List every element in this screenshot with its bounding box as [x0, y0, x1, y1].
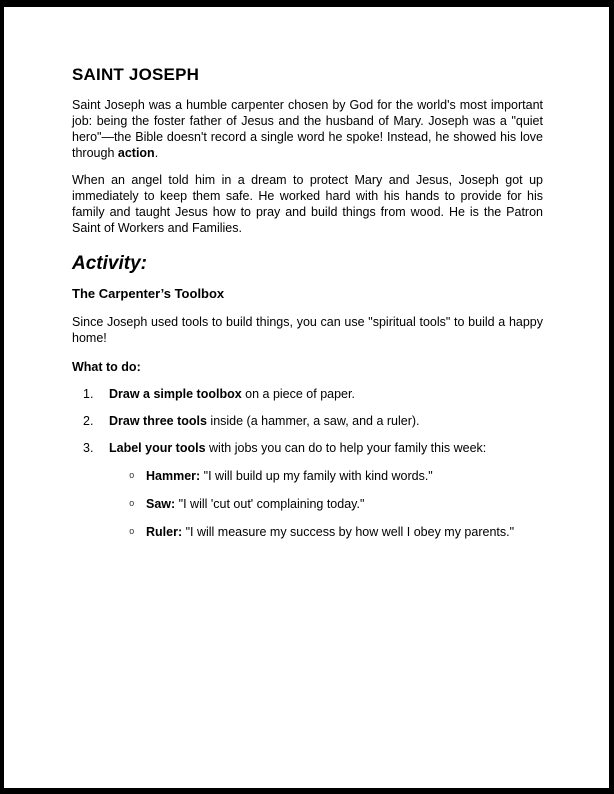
angel-paragraph: When an angel told him in a dream to protect Mary and Jesus, Joseph got up immediately to keep them safe. He worked hard with his hands to provide for his family and taught Jesus how to pray and build things from wood. He is the Patron Saint of Workers and Families.: [72, 173, 543, 235]
intro-bold-action: action: [117, 146, 155, 160]
circle-bullet-icon: o: [129, 471, 135, 481]
intro-paragraph: [72, 97, 543, 161]
intro-period: .: [154, 146, 159, 160]
tool-bold: Ruler:: [146, 525, 183, 539]
tool-text: [146, 468, 543, 484]
step-bold: Label your tools: [109, 441, 206, 455]
document-page: [4, 7, 609, 788]
since-paragraph: Since Joseph used tools to build things, you can use "spiritual tools" to build a happy home!: [72, 315, 543, 345]
step-number: 2.: [83, 414, 94, 428]
step-text: [109, 386, 543, 402]
activity-heading: Activity:: [72, 253, 147, 274]
tool-bold: Hammer:: [146, 469, 201, 483]
step-bold: Draw a simple toolbox: [109, 387, 242, 401]
what-to-do-label: What to do:: [72, 360, 141, 374]
step-number: 3.: [83, 441, 94, 455]
tools-sublist: [72, 468, 543, 540]
list-item-step-2: [83, 413, 543, 429]
circle-bullet-icon: o: [129, 527, 135, 537]
tool-rest: "I will build up my family with kind words.": [200, 469, 433, 483]
list-item-ruler: [129, 524, 543, 540]
step-text: [109, 413, 543, 429]
tool-rest: "I will measure my success by how well I obey my parents.": [182, 525, 515, 539]
step-number: 1.: [83, 387, 94, 401]
circle-bullet-icon: o: [129, 499, 135, 509]
step-bold: Draw three tools: [109, 414, 207, 428]
step-rest: inside (a hammer, a saw, and a ruler).: [206, 414, 420, 428]
tool-text: [146, 496, 543, 512]
list-item-saw: [129, 496, 543, 512]
step-rest: on a piece of paper.: [241, 387, 355, 401]
list-item-step-1: [83, 386, 543, 402]
steps-list: [72, 386, 543, 456]
page-title: SAINT JOSEPH: [72, 65, 200, 84]
step-text: [109, 440, 543, 456]
intro-text: Saint Joseph was a humble carpenter chosen by God for the world's most important job: being the foster father of Jesus and the husband of Mary. Joseph was a "quiet hero"—the Bible doesn't record a single word he spoke! Instead, he showed his love through: [72, 98, 543, 160]
toolbox-heading: The Carpenter’s Toolbox: [72, 286, 225, 301]
list-item-step-3: [83, 440, 543, 456]
step-rest: with jobs you can do to help your family this week:: [205, 441, 487, 455]
tool-bold: Saw:: [146, 497, 176, 511]
tool-rest: "I will 'cut out' complaining today.": [175, 497, 365, 511]
tool-text: [146, 524, 543, 540]
list-item-hammer: [129, 468, 543, 484]
